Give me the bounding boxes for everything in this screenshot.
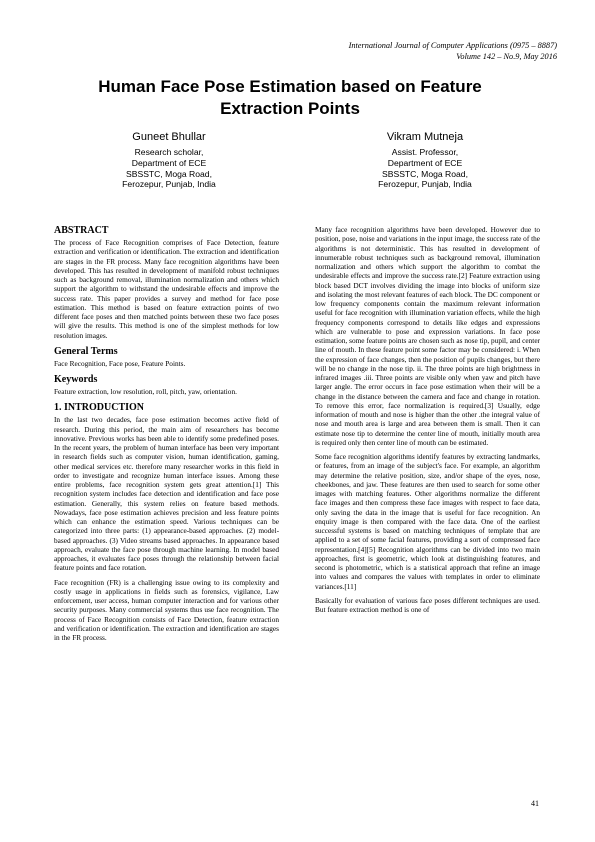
keywords-text: Feature extraction, low resolution, roll, pitch, yaw, orientation. xyxy=(54,387,237,396)
abstract-heading: ABSTRACT xyxy=(54,225,109,236)
author-block-1 xyxy=(74,130,264,190)
body-paragraph-1: Many face recognition algorithms have been developed. However due to position, pose, noise and variations in the input image, the success rate of the algorithms is not deterministic. This has resulted in development of innumerable robust techniques such as background removal, illumination normalization and others which support the algorithm to combat the undesirable effects and improve the success rate.[2] Feature extraction using block based DCT involves dividing the image into blocks of uniform size and isolating the most relevant features of each block. The DC component or low frequency components contain the maximum relevant information useful for face recognition with illumination variation effects, while the high frequency components correspond to details like edges and expressions which are vulnerable to pose and expression variations. In face pose estimation, some feature points are chosen such as nose tip, pupil, and center line of mouth. In these feature point some factor may be considered: i. When the expression of face changes, then the position of pupils changes, but there will be no change in the nose tip. ii. The three points are high brightness in infrared images .iii. Three points are visible only when yaw and pitch have larger angle. The error occurs in face pose estimation when their will be a change in the distance between the camera and face and change in rotation. To remove this error, face normalization is required.[3] Usually, edge information of mouth and nose is higher than the other .the integral value of nose and mouth area is large and area between them is small. Then it can estimate nose tip to determine the center line of mouth, initially mouth area is required only then center line of mouth can be estimated. xyxy=(315,225,540,447)
journal-name: International Journal of Computer Applications (0975 – 8887) xyxy=(348,41,557,50)
body-paragraph-2: Some face recognition algorithms identify features by extracting landmarks, or features, from an image of the subject's face. For example, an algorithm may determine the relative position, size, and/or shape of the eyes, nose, cheekbones, and jaw. These features are then used to search for some other images with matching features. Other algorithms normalize the different face images and then compress these face images with respect to face data, only saving the data in the image that is useful for face recognition. An enquiry image is then compared with the face data. One of the earliest successful systems is based on matching techniques of template that are applied to a set of some facial features, providing a sort of compressed face representation.[4][5] Recognition algorithms can be divided into two main approaches, first is geometric, which look at distinguishing features, and second is photometric, which is a statistical approach that refine an image into values and compares the values with templates in order to eliminate variances.[11] xyxy=(315,452,540,591)
author-institution: SBSSTC, Moga Road, xyxy=(126,168,212,179)
journal-header xyxy=(349,41,557,62)
author-name: Guneet Bhullar xyxy=(132,131,206,143)
left-column xyxy=(54,225,279,647)
abstract-text: The process of Face Recognition comprises of Face Detection, feature extraction and verification or identification. The extraction and identification are stages in the FR process. Many face recognition algorithms have been developed. This has resulted in development of manifold robust techniques such as background removal, illumination normalization and others which support the algorithm to withstand the undesirable effects and improve the success rate. This paper provides a survey and method for face pose estimation. This method is based on feature extraction points of two different face poses and then matched points between these two face poses will give the results. This method is one of the simplest methods for low resolution images. xyxy=(54,238,279,340)
paper-title xyxy=(60,76,520,120)
author-name: Vikram Mutneja xyxy=(386,131,464,143)
author-department: Department of ECE xyxy=(131,157,207,168)
body-paragraph-3: Basically for evaluation of various face poses different techniques are used. But feature extraction method is one of xyxy=(315,595,540,614)
right-column xyxy=(315,225,540,619)
title-line-2: Extraction Points xyxy=(220,99,360,118)
introduction-paragraph-1: In the last two decades, face pose estimation becomes active field of research. During this period, the main aim of researchers has become innovative. Previous works has been able to identify some predefined poses. In the recent years, the problem of human interface has been very important in research fields such as computer vision, human identification, gaming, other medical services etc. therefore many researcher works in this field in order to investigate and recognize human interface issues. Among these entire problems, face recognition system gets great attention.[1] This recognition system includes face detection and identification and face pose estimation. Generally, this system relies on feature based methods. Nowadays, face pose estimation achieves precision and less feature points which can enhance the estimation speed. Various techniques can be categorized into three parts: (1) appearance-based approaches. (2) model-based approaches. (3) Video streams based approaches. In appearance based approach, evaluate the face pose through machine learning. In model based approaches, it evaluates face poses through the relationship between facial feature points and face rotation. xyxy=(54,415,279,573)
introduction-heading: 1. INTRODUCTION xyxy=(54,402,145,414)
keywords-heading: Keywords xyxy=(54,374,98,385)
journal-volume: Volume 142 – No.9, May 2016 xyxy=(456,51,557,61)
author-department: Department of ECE xyxy=(387,157,463,168)
author-role: Research scholar, xyxy=(134,147,204,157)
author-block-2 xyxy=(330,130,520,190)
author-location: Ferozepur, Punjab, India xyxy=(122,179,216,190)
page-number: 41 xyxy=(531,799,539,808)
general-terms-heading: General Terms xyxy=(54,345,118,357)
general-terms-text: Face Recognition, Face pose, Feature Points. xyxy=(54,358,186,368)
author-institution: SBSSTC, Moga Road, xyxy=(382,168,468,179)
author-location: Ferozepur, Punjab, India xyxy=(378,179,472,190)
author-role: Assist. Professor, xyxy=(391,147,459,157)
introduction-paragraph-2: Face recognition (FR) is a challenging issue owing to its complexity and costly usage in applications in fields such as forensics, vigilance, Law enforcement, user access, human computer interaction and for various other security purposes. Many commercial systems thus use face recognition. The process of Face Recognition consists of Face Detection, feature extraction and verification or identification. The extraction and identification are stages in the FR process. xyxy=(54,577,279,642)
title-line-1: Human Face Pose Estimation based on Feature xyxy=(98,77,482,96)
